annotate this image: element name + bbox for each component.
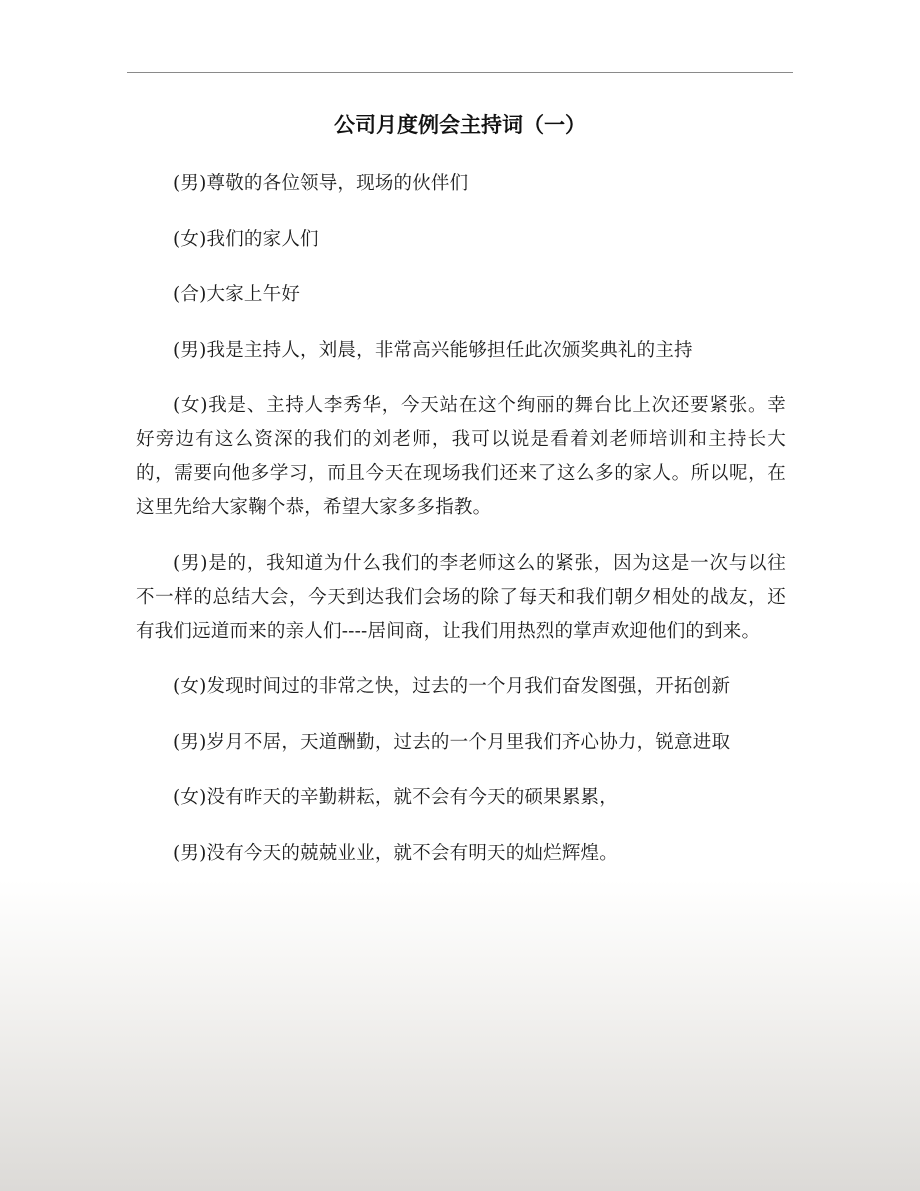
document-title: 公司月度例会主持词（一） [334,112,586,137]
paragraph: (男)没有今天的兢兢业业，就不会有明天的灿烂辉煌。 [173,842,618,864]
paragraph: (女)发现时间过的非常之快，过去的一个月我们奋发图强，开拓创新 [173,676,731,697]
paragraph: (男)岁月不居，天道酬勤，过去的一个月里我们齐心协力，锐意进取 [173,731,731,753]
paragraph: (合)大家上午好 [173,284,301,305]
paragraph: (男)是的，我知道为什么我们的李老师这么的紧张，因为这是一次与以往不一样的总结大会，今天到达我们会场的除了每天和我们朝夕相处的战友，还有我们远道而来的亲人们----居间商，让我们用热烈的掌声欢迎他们的到来。 [136,552,786,642]
document-body [136,167,786,892]
paragraph: (女)没有昨天的辛勤耕耘，就不会有今天的硕果累累， [173,787,618,808]
header-rule [127,72,793,73]
paragraph: (男)我是主持人，刘晨，非常高兴能够担任此次颁奖典礼的主持 [173,339,693,361]
paragraph: (男)尊敬的各位领导，现场的伙伴们 [173,173,469,194]
paragraph: (女)我是、主持人李秀华，今天站在这个绚丽的舞台比上次还要紧张。幸好旁边有这么资深的我们的刘老师，我可以说是看着刘老师培训和主持长大的，需要向他多学习，而且今天在现场我们还来了这么多的家人。所以呢，在这里先给大家鞠个恭，希望大家多多指教。 [136,395,786,518]
paragraph: (女)我们的家人们 [173,228,319,250]
